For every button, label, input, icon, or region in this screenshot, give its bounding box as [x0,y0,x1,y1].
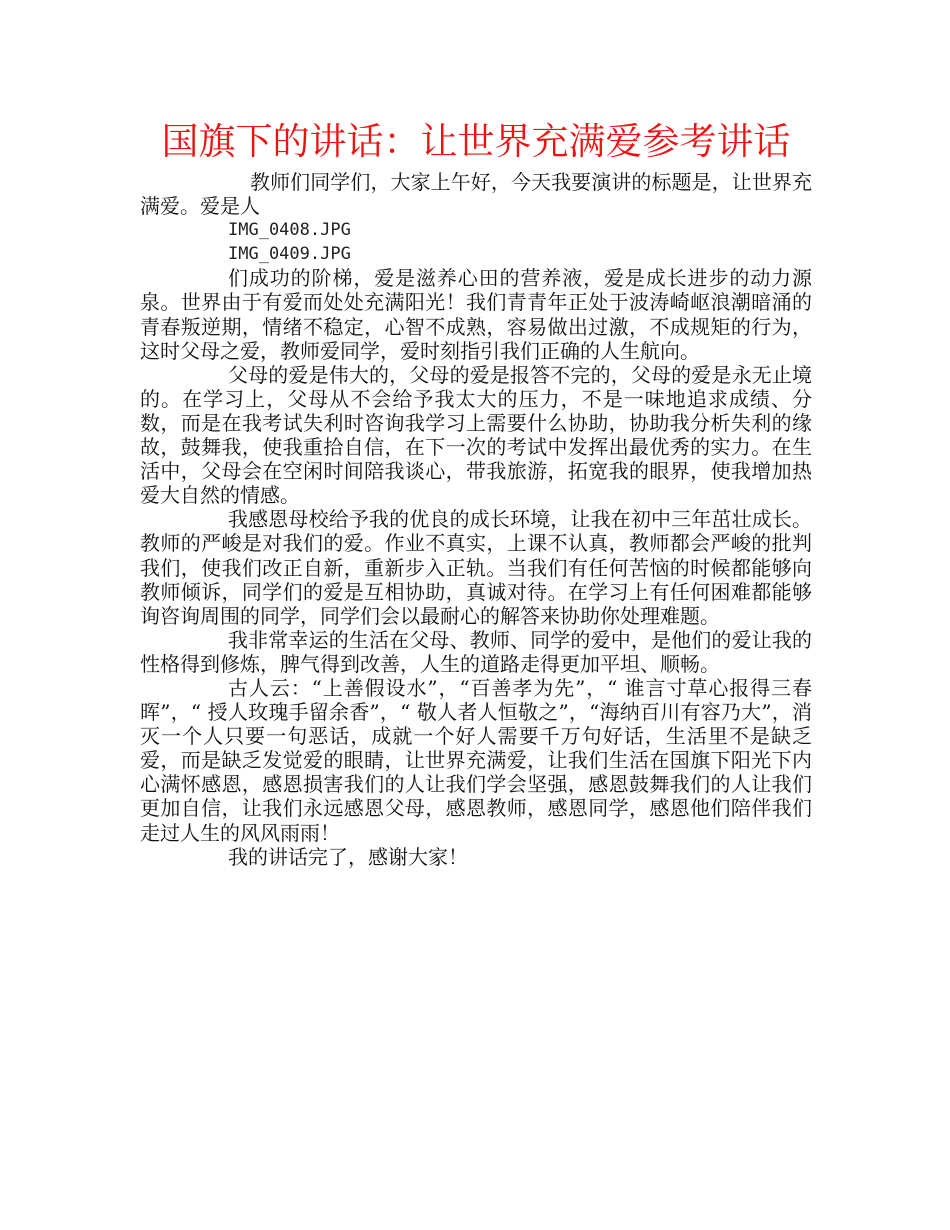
body-paragraph: 们成功的阶梯，爱是滋养心田的营养液，爱是成长进步的动力源泉。世界由于有爱而处处充满阳光！我们青青年正处于波涛崎岖浪潮暗涌的青春叛逆期，情绪不稳定，心智不成熟，容易做出过激，不成规矩的行为，这时父母之爱，教师爱同学，爱时刻指引我们正确的人生航向。 [140,266,812,363]
attachment-filename: IMG_0409.JPG [228,244,351,265]
body-paragraph: 古人云：“上善假设水”，“百善孝为先”，“ 谁言寸草心报得三春晖”，“ 授人玫瑰手留余香”，“ 敬人者人恒敬之”，“海纳百川有容乃大”，消灭一个人只要一句恶话，成就一个好人需要千万句好话，生活里不是缺乏爱，而是缺乏发觉爱的眼睛，让世界充满爱，让我们生活在国旗下阳光下内心满怀感恩，感恩损害我们的人让我们学会坚强，感恩鼓舞我们的人让我们更加自信，让我们永远感恩父母，感恩教师，感恩同学，感恩他们陪伴我们走过人生的风风雨雨！ [140,675,812,845]
closing-paragraph: 我的讲话完了，感谢大家！ [228,844,468,869]
attachment-filename: IMG_0408.JPG [228,220,351,241]
body-paragraph: 我感恩母校给予我的优良的成长环境，让我在初中三年茁壮成长。教师的严峻是对我们的爱。作业不真实，上课不认真，教师都会严峻的批判我们，使我们改正自新，重新步入正轨。当我们有任何苦恼的时候都能够向教师倾诉，同学们的爱是互相协助，真诚对待。在学习上有任何困难都能够询咨询周围的同学，同学们会以最耐心的解答来协助你处理难题。 [140,507,812,628]
body-paragraph: 我非常幸运的生活在父母、教师、同学的爱中，是他们的爱让我的性格得到修炼，脾气得到改善，人生的道路走得更加平坦、顺畅。 [140,627,812,676]
intro-paragraph: 教师们同学们，大家上午好，今天我要演讲的标题是，让世界充满爱。爱是人 [140,170,812,219]
body-paragraph: 父母的爱是伟大的，父母的爱是报答不完的，父母的爱是永无止境的。在学习上，父母从不会给予我太大的压力，不是一味地追求成绩、分数，而是在我考试失利时咨询我学习上需要什么协助，协助我分析失利的缘故，鼓舞我，使我重拾自信，在下一次的考试中发挥出最优秀的实力。在生活中，父母会在空闲时间陪我谈心，带我旅游，拓宽我的眼界，使我增加热爱大自然的情感。 [140,362,812,508]
document-page [140,118,812,869]
document-title: 国旗下的讲话：让世界充满爱参考讲话 [161,120,791,163]
